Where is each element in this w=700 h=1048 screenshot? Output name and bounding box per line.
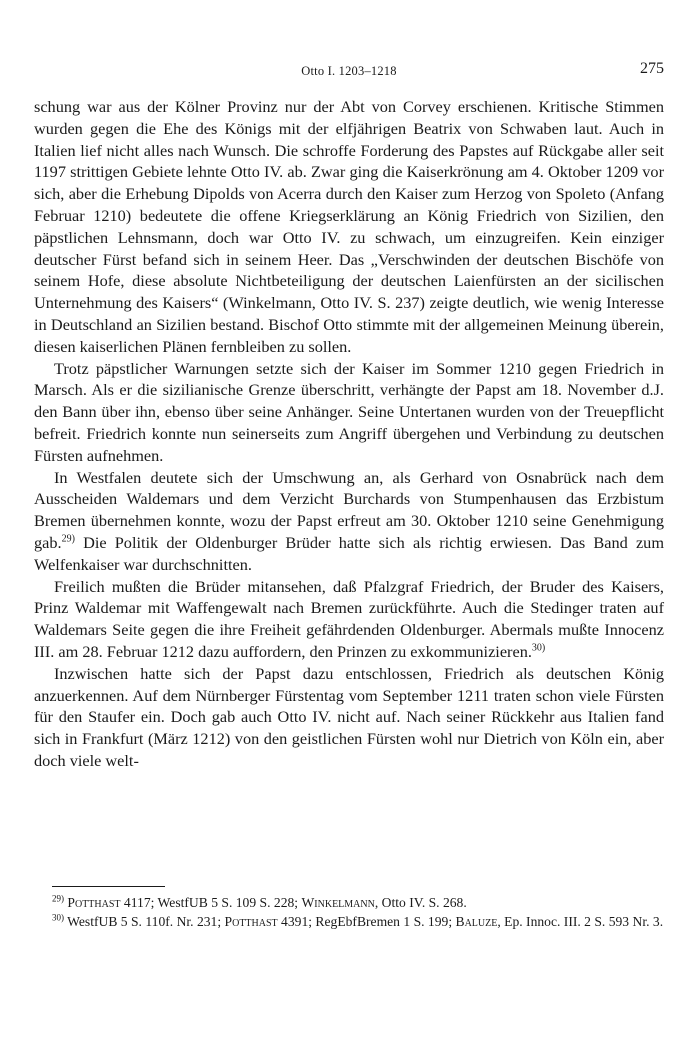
- footnote-29-mark: 29): [52, 893, 64, 904]
- paragraph-2: Trotz päpstlicher Warnungen setzte sich der Kaiser im Sommer 1210 gegen Friedrich in Marsch. Als er die sizilianische Grenze überschritt, verhängte der Papst am 18. November d.J. den Bann über ihn, ebenso über seine Anhänger. Seine Untertanen wurden von der Treuepflicht befreit. Friedrich konnte nun seinerseits zum Angriff übergehen und Verbindung zu deutschen Fürsten aufnehmen.: [34, 358, 664, 465]
- footnote-30: [34, 912, 664, 931]
- footnotes: [34, 893, 664, 931]
- footnote-ref-29[interactable]: 29): [61, 533, 75, 545]
- footnote-29: [34, 893, 664, 912]
- paragraph-3: [34, 467, 664, 576]
- footnote-30-text-a: WestfUB 5 S. 110f. Nr. 231;: [64, 914, 225, 929]
- footnote-30-text-c: , Ep. Innoc. III. 2 S. 593 Nr. 3.: [497, 914, 664, 929]
- paragraph-3-text-b: Die Politik der Oldenburger Brüder hatte sich als richtig erwiesen. Das Band zum Welfenkaiser war durchschnitten.: [34, 532, 664, 574]
- footnote-ref-30[interactable]: 30): [531, 642, 546, 654]
- footnote-divider: [52, 886, 165, 887]
- paragraph-4-text: Freilich mußten die Brüder mitansehen, daß Pfalzgraf Friedrich, der Bruder des Kaisers, Prinz Waldemar mit Waffengewalt nach Bremen zurückführte. Auch die Stedinger traten auf Waldemars Seite gegen die ihre Freiheit gefährdenden Oldenburger. Abermals mußte Innocenz III. am 28. Februar 1212 dazu auffordern, den Prinzen zu exkommunizieren.: [34, 576, 664, 661]
- footnote-30-mark: 30): [52, 912, 64, 923]
- paragraph-3-text-a: In Westfalen deutete sich der Umschwung an, als Gerhard von Osnabrück nach dem Ausscheiden Waldemars und dem Verzicht Burchards von Stumpenhausen das Erzbistum Bremen übernehmen konnte, wozu der Papst erfreut am 30. Oktober 1210 seine Genehmigung gab.: [34, 467, 664, 552]
- running-head: [34, 60, 664, 84]
- footnote-30-author-potthast: Potthast: [224, 914, 278, 929]
- running-title: Otto I. 1203–1218: [301, 64, 397, 78]
- footnote-29-author-winkelmann: Winkelmann: [301, 895, 375, 910]
- footnote-30-author-baluze: Baluze: [455, 914, 498, 929]
- body-text: [34, 96, 664, 772]
- footnote-29-author-potthast: Potthast: [67, 895, 121, 910]
- footnote-30-text-b: 4391; RegEbfBremen 1 S. 199;: [277, 914, 456, 929]
- paragraph-1: schung war aus der Kölner Provinz nur der Abt von Corvey erschienen. Kritische Stimmen wurden gegen die Ehe des Königs mit der elfjährigen Beatrix von Schwaben laut. Auch in Italien lief nicht alles nach Wunsch. Die schroffe Forderung des Papstes auf Rückgabe aller seit 1197 strittigen Gebiete lehnte Otto IV. ab. Zwar ging die Kaiserkrönung am 4. Oktober 1209 vor sich, aber die Erhebung Dipolds von Acerra durch den Kaiser zum Herzog von Spoleto (Anfang Februar 1210) bedeutete die offene Kriegserklärung an König Friedrich von Sizilien, den päpstlichen Lehnsmann, doch war Otto IV. zu schwach, um einzugreifen. Kein einziger deutscher Fürst befand sich in seinem Heer. Das „Verschwinden der deutschen Bischöfe von seinem Hofe, diese absolute Nichtbeteiligung der deutschen Laienfürsten an der sicilischen Unternehmung des Kaisers“ (Winkelmann, Otto IV. S. 237) zeigte deutlich, wie wenig Interesse in Deutschland an Sizilien bestand. Bischof Otto stimmte mit der allgemeinen Meinung überein, diesen kaiserlichen Plänen fernbleiben zu sollen.: [34, 97, 664, 356]
- footnote-29-text-a: 4117; WestfUB 5 S. 109 S. 228;: [120, 895, 302, 910]
- page-number: 275: [640, 60, 664, 77]
- paragraph-5: Inzwischen hatte sich der Papst dazu entschlossen, Friedrich als deutschen König anzuerkennen. Auf dem Nürnberger Fürstentag vom September 1211 traten schon viele Fürsten für den Staufer ein. Doch gab auch Otto IV. nicht auf. Nach seiner Rückkehr aus Italien fand sich in Frankfurt (März 1212) von den geistlichen Fürsten wohl nur Dietrich von Köln ein, aber doch viele welt-: [34, 663, 664, 770]
- footnote-29-text-b: , Otto IV. S. 268.: [374, 895, 467, 910]
- paragraph-4: [34, 576, 664, 663]
